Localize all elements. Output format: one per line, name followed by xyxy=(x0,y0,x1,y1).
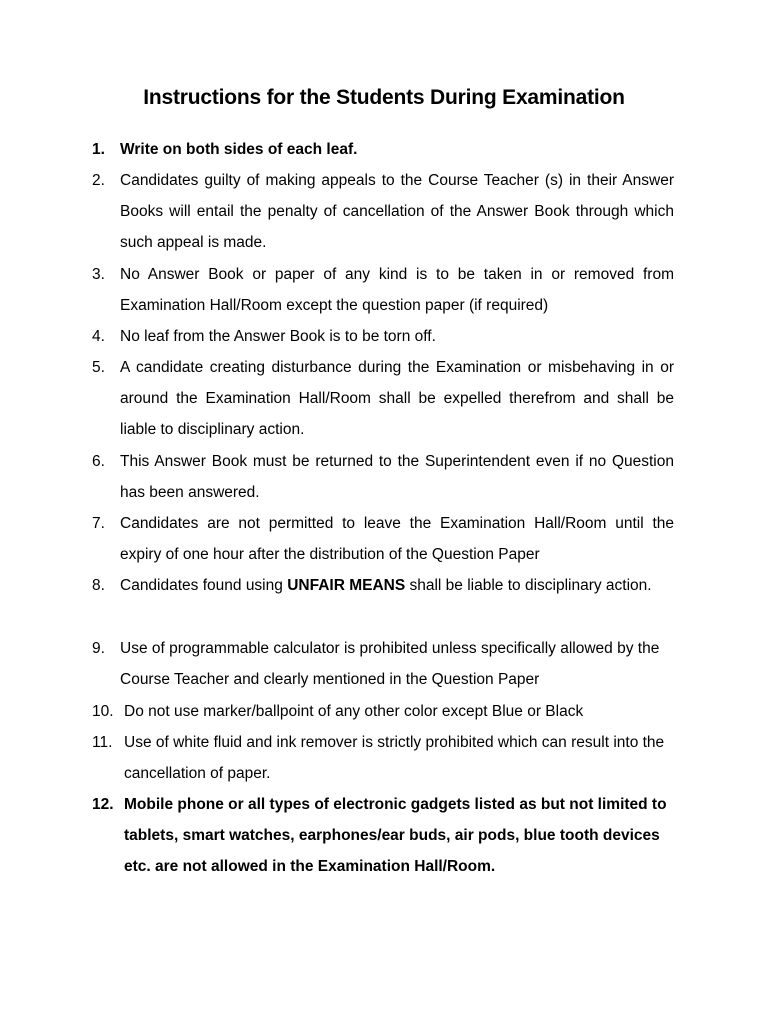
instruction-item xyxy=(92,259,674,321)
instruction-item xyxy=(92,570,674,601)
instruction-item xyxy=(92,352,674,446)
instruction-number: 7. xyxy=(92,515,105,532)
instruction-number: 5. xyxy=(92,359,105,376)
instruction-number: 9. xyxy=(92,640,105,657)
instruction-number: 4. xyxy=(92,328,105,345)
instruction-number: 3. xyxy=(92,266,105,283)
instruction-item xyxy=(92,789,674,883)
instruction-item xyxy=(92,696,674,727)
instruction-number: 1. xyxy=(92,141,105,158)
instruction-text: Use of white fluid and ink remover is strictly prohibited which can result into the cancellation of paper. xyxy=(124,734,665,783)
instruction-number: 11. xyxy=(92,734,113,751)
unfair-means-emphasis: UNFAIR MEANS xyxy=(287,577,406,594)
instruction-text xyxy=(120,570,674,601)
instruction-text: Write on both sides of each leaf. xyxy=(120,141,358,158)
instruction-item xyxy=(92,633,674,695)
instruction-text-tail: shall be liable to disciplinary action. xyxy=(409,577,652,594)
instruction-text: No Answer Book or paper of any kind is to be taken in or removed from Examination Hall/Room except the question paper (if required) xyxy=(120,266,674,315)
instruction-item xyxy=(92,165,674,259)
instruction-item xyxy=(92,134,674,165)
instruction-text: Use of programmable calculator is prohibited unless specifically allowed by the Course Teacher and clearly mentioned in the Question Paper xyxy=(120,640,660,689)
instruction-item xyxy=(92,446,674,508)
instruction-number: 8. xyxy=(92,577,105,594)
instruction-text: This Answer Book must be returned to the Superintendent even if no Question has been answered. xyxy=(120,453,674,502)
instruction-text-lead: Candidates found using xyxy=(120,577,283,594)
instruction-text: Mobile phone or all types of electronic gadgets listed as but not limited to tablets, smart watches, earphones/ear buds, air pods, blue tooth devices etc. are not allowed in the Examination Hall/Room. xyxy=(124,796,667,876)
instruction-item xyxy=(92,727,674,789)
instruction-number: 6. xyxy=(92,453,105,470)
instruction-number: 12. xyxy=(92,796,114,813)
instruction-text: Do not use marker/ballpoint of any other color except Blue or Black xyxy=(124,703,584,720)
instruction-number: 2. xyxy=(92,172,105,189)
instruction-number: 10. xyxy=(92,703,114,720)
instruction-text: Candidates guilty of making appeals to the Course Teacher (s) in their Answer Books will entail the penalty of cancellation of the Answer Book through which such appeal is made. xyxy=(120,172,674,252)
instruction-text: A candidate creating disturbance during the Examination or misbehaving in or around the Examination Hall/Room shall be expelled therefrom and shall be liable to disciplinary action. xyxy=(120,359,674,439)
instruction-text: Candidates are not permitted to leave the Examination Hall/Room until the expiry of one hour after the distribution of the Question Paper xyxy=(120,515,674,564)
instruction-item xyxy=(92,321,674,352)
instruction-text: No leaf from the Answer Book is to be torn off. xyxy=(120,328,436,345)
instruction-item xyxy=(92,508,674,570)
document-title: Instructions for the Students During Examination xyxy=(143,86,625,109)
